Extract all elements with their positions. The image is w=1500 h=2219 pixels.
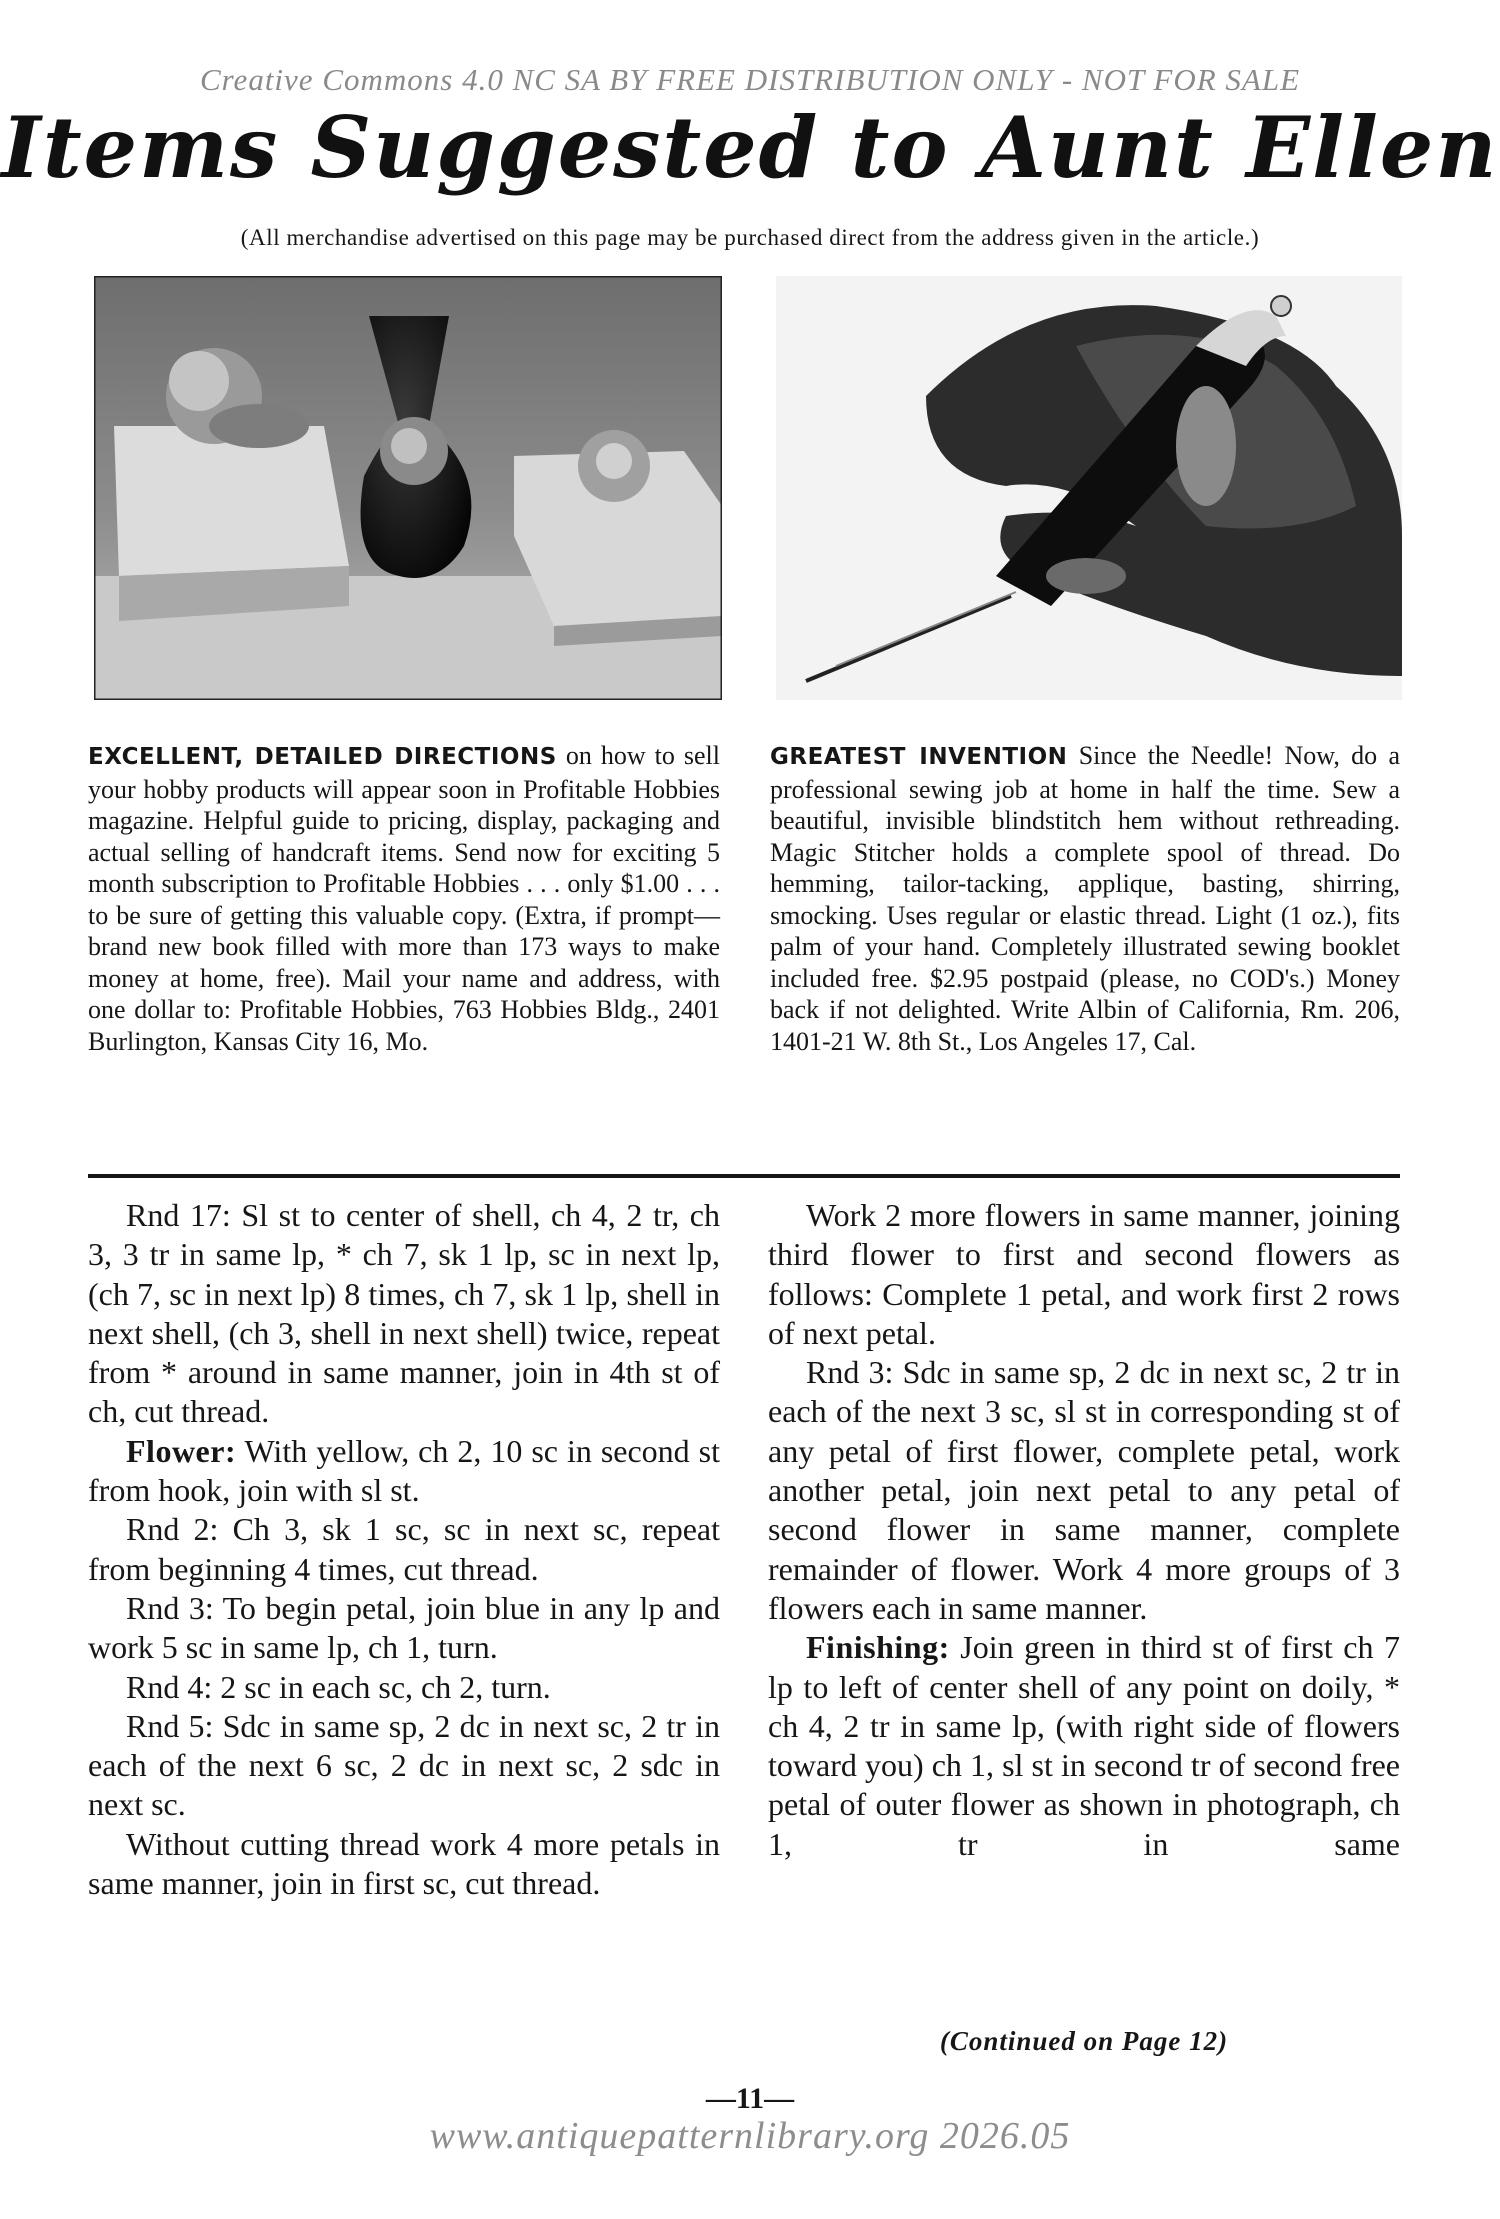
pattern-paragraph: Rnd 17: Sl st to center of shell, ch 4, 2 tr, ch 3, 3 tr in same lp, * ch 7, sk 1 lp, sc in next lp, (ch 7, sc in next lp) 8 times, ch 7, sk 1 lp, shell in next shell, (ch 3, shell in next shell) twice, repeat from * around in same manner, join in 4th st of ch, cut thread.: [88, 1197, 720, 1430]
vases-and-rose-boxes-photo: [94, 276, 722, 700]
ad-caption-profitable-hobbies: [88, 740, 720, 1057]
page-subtitle: (All merchandise advertised on this page may be purchased direct from the address given in the article.): [240, 225, 1260, 250]
pattern-paragraph: Finishing: Join green in third st of first ch 7 lp to left of center shell of any point on doily, * ch 4, 2 tr in same lp, (with right side of flowers toward you) ch 1, sl st in second tr of second free petal of outer flower as shown in photograph, ch 1, tr in same: [768, 1629, 1400, 1862]
pattern-paragraph: Without cutting thread work 4 more petals in same manner, join in first sc, cut thread.: [88, 1825, 720, 1902]
ad-caption-body: on how to sell your hobby products will appear soon in Profitable Hobbies magazine. Helpful guide to pricing, display, packaging and actual selling of handcraft items. Send now for exciting 5 month subscription to Profitable Hobbies . . . only $1.00 . . . to be sure of getting this valuable copy. (Extra, if prompt—brand new book filled with more than 173 ways to make money at home, free). Mail your name and address, with one dollar to: Profitable Hobbies, 763 Hobbies Bldg., 2401 Burlington, Kansas City 16, Mo.: [88, 741, 720, 1056]
section-divider: [88, 1174, 1400, 1178]
license-notice: Creative Commons 4.0 NC SA BY FREE DISTRIBUTION ONLY - NOT FOR SALE: [199, 62, 1301, 97]
pattern-column-right: [768, 1196, 1400, 1864]
pattern-paragraph: Work 2 more flowers in same manner, joining third flower to first and second flowers as follows: Complete 1 petal, and work first 2 rows of next petal.: [768, 1197, 1400, 1351]
pattern-column-left: [88, 1196, 720, 1903]
ad-caption-lead: EXCELLENT, DETAILED DIRECTIONS: [88, 744, 557, 770]
pattern-paragraph: Flower: With yellow, ch 2, 10 sc in second st from hook, join with sl st.: [88, 1432, 720, 1509]
pattern-paragraph: Rnd 4: 2 sc in each sc, ch 2, turn.: [126, 1668, 551, 1705]
ad-caption-body: Since the Needle! Now, do a professional sewing job at home in half the time. Sew a beautiful, invisible blindstitch hem without rethreading. Magic Stitcher holds a complete spool of thread. Do hemming, tailor-tacking, applique, basting, shirring, smocking. Uses regular or elastic thread. Light (1 oz.), fits palm of your hand. Completely illustrated sewing booklet included free. $2.95 postpaid (please, no COD's.) Money back if not delighted. Write Albin of California, Rm. 206, 1401-21 W. 8th St., Los Angeles 17, Cal.: [770, 741, 1400, 1056]
page-number: —11—: [705, 2082, 795, 2115]
pattern-paragraph: Rnd 5: Sdc in same sp, 2 dc in next sc, 2 tr in each of the next 6 sc, 2 dc in next sc, 2 sdc in next sc.: [88, 1707, 720, 1823]
pattern-paragraph: Rnd 3: To begin petal, join blue in any lp and work 5 sc in same lp, ch 1, turn.: [88, 1589, 720, 1666]
hand-holding-magic-stitcher-photo: [776, 276, 1402, 700]
pattern-paragraph: Rnd 3: Sdc in same sp, 2 dc in next sc, 2 tr in each of the next 3 sc, sl st in corresponding st of any petal of first flower, complete petal, work another petal, join next petal to any petal of second flower in same manner, complete remainder of flower. Work 4 more groups of 3 flowers each in same manner.: [768, 1354, 1400, 1626]
ad-caption-magic-stitcher: [770, 740, 1400, 1057]
page-title: Items Suggested to Aunt Ellen: [1, 98, 1499, 197]
footer-url: www.antiquepatternlibrary.org 2026.05: [429, 2115, 1071, 2157]
pattern-paragraph: Rnd 2: Ch 3, sk 1 sc, sc in next sc, repeat from beginning 4 times, cut thread.: [88, 1511, 720, 1587]
continued-note: (Continued on Page 12): [939, 2026, 1229, 2056]
ad-caption-lead: GREATEST INVENTION: [770, 744, 1068, 770]
